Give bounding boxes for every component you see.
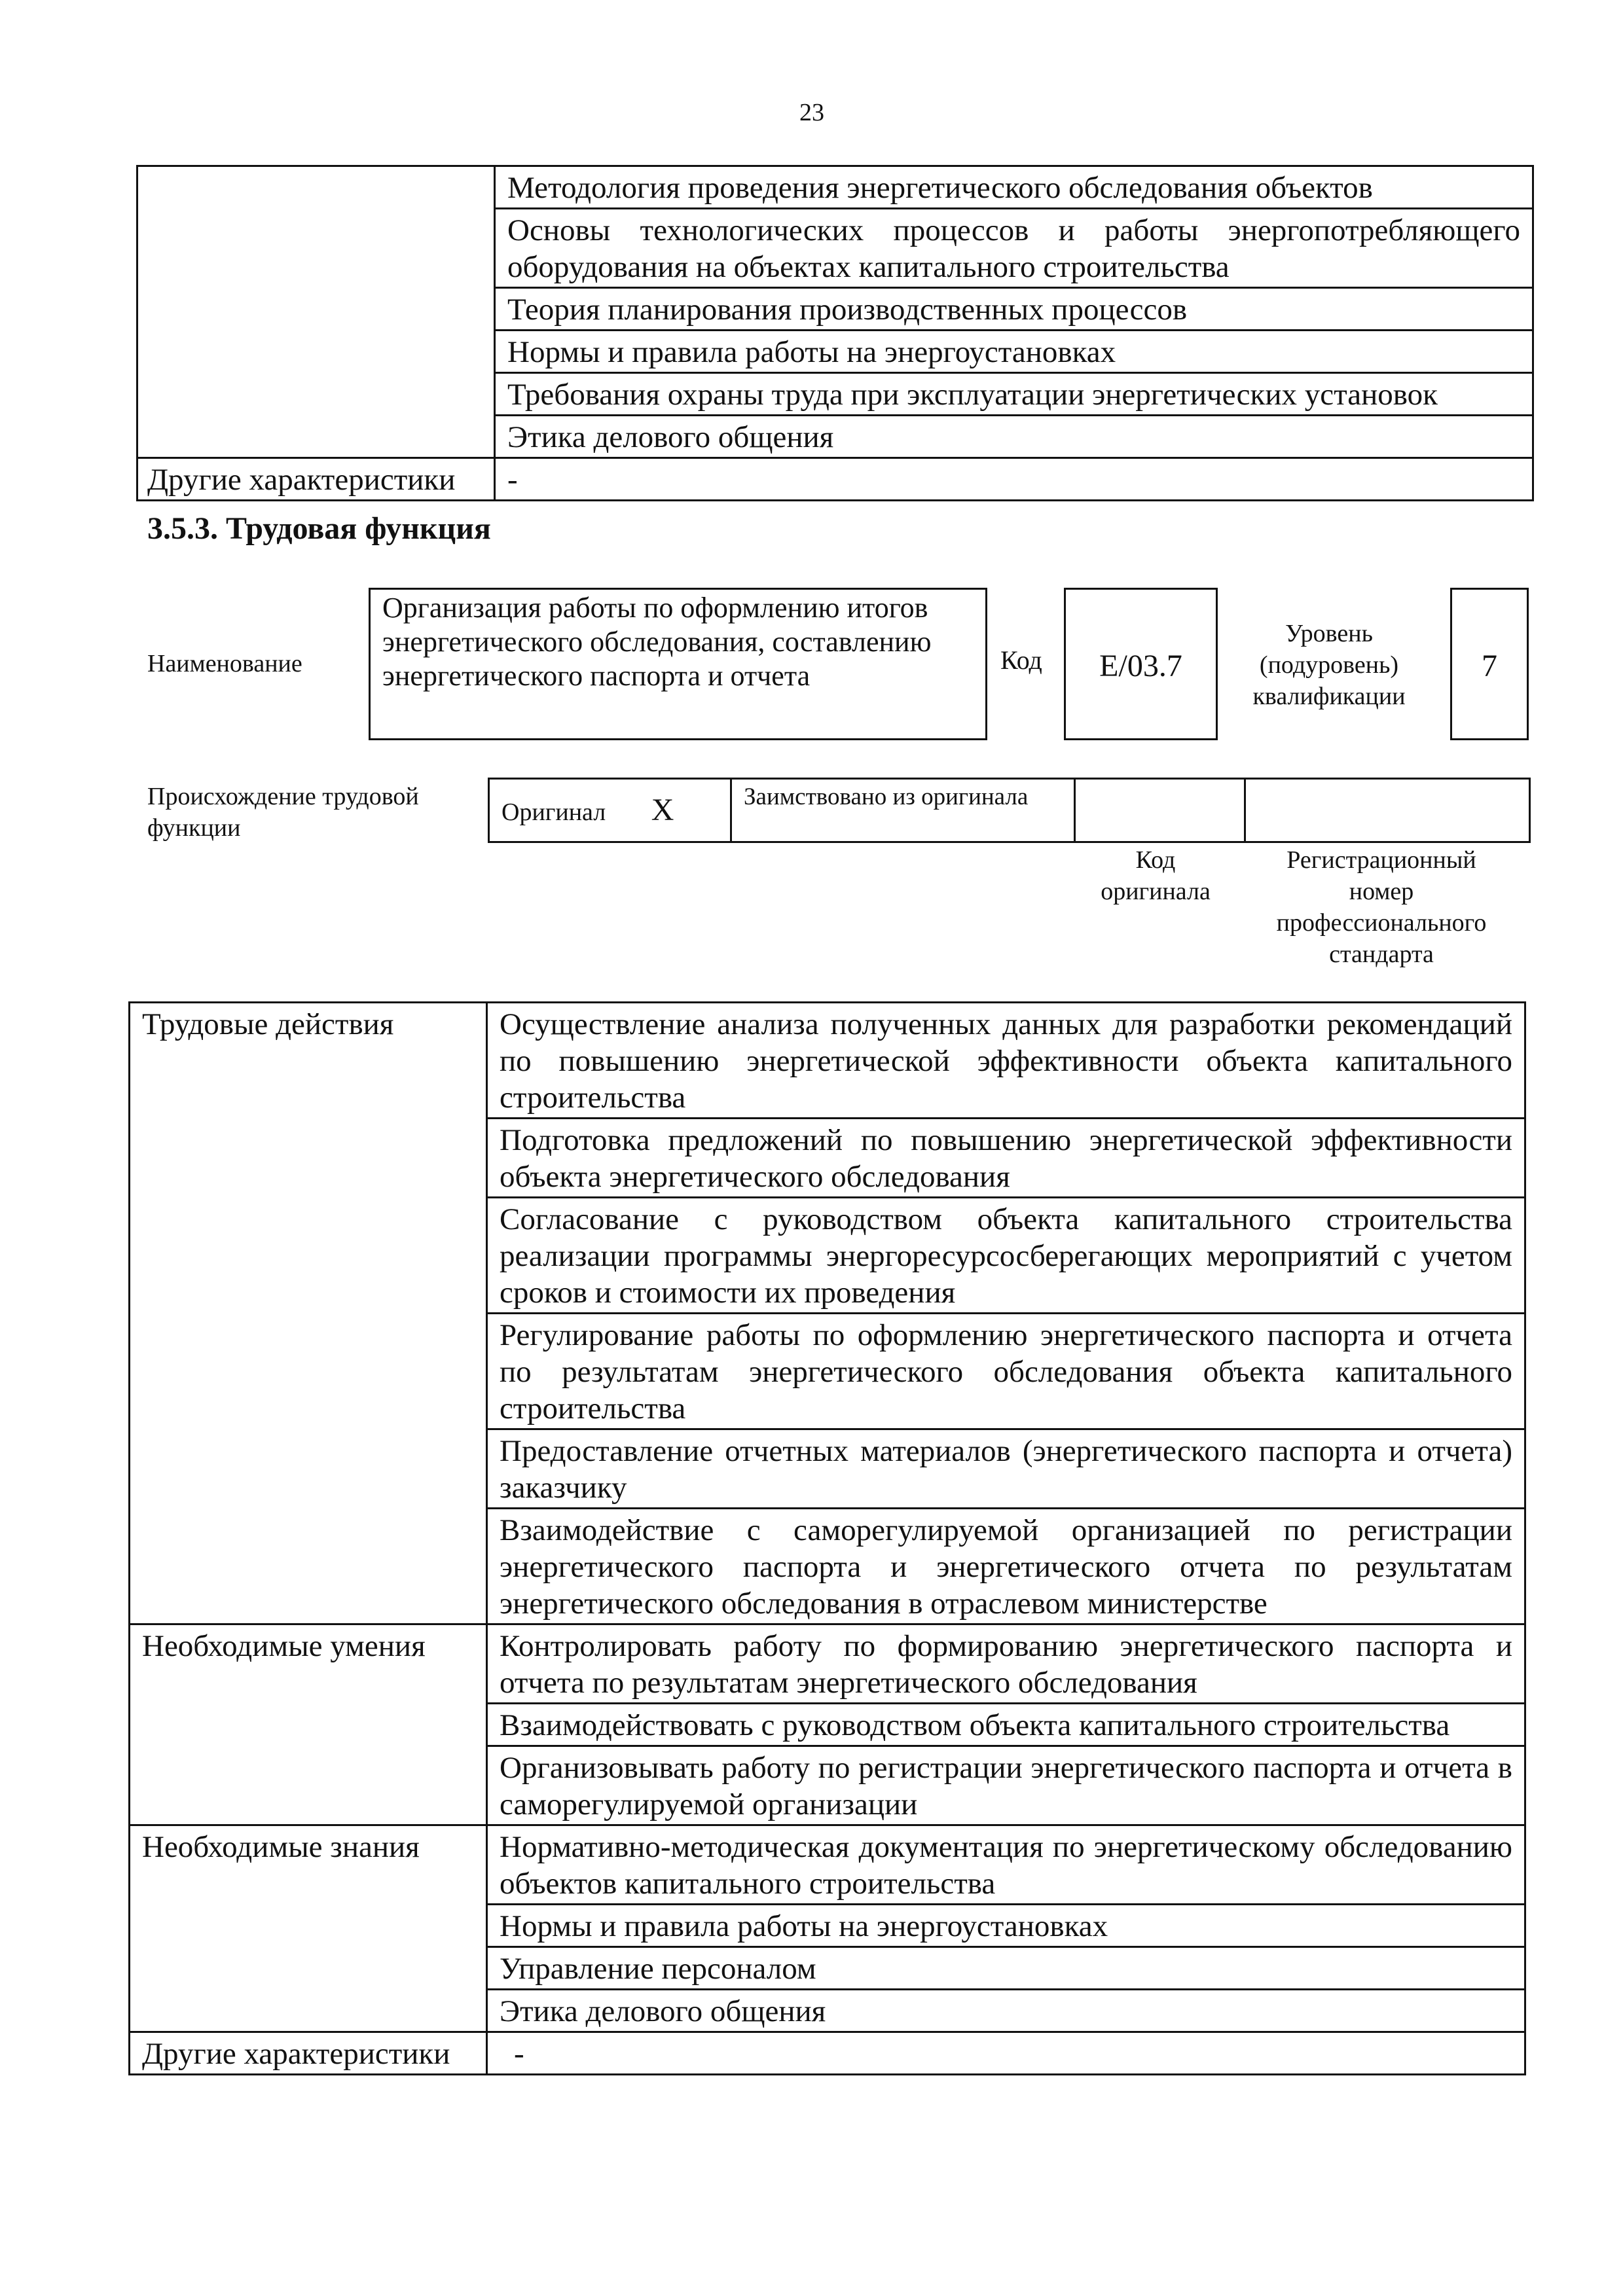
level-value-box (1450, 588, 1529, 740)
top-knowledge-item: Нормы и правила работы на энергоустановках (495, 331, 1533, 373)
top-table (136, 165, 1534, 501)
function-name: Организация работы по оформлению итогов энергетического обследования, составлению энергетического паспорта и отчета (382, 592, 932, 692)
original-label: Оригинал (501, 798, 606, 826)
top-knowledge-item: Требования охраны труда при эксплуатации энергетических установок (495, 373, 1533, 416)
code-value-box (1064, 588, 1218, 740)
name-label: Наименование (147, 650, 302, 677)
top-knowledge-item: Методология проведения энергетического обследования объектов (495, 166, 1533, 209)
top-other-label: Другие характеристики (137, 458, 495, 501)
skills-label: Необходимые умения (130, 1624, 487, 1825)
top-knowledge-item: Этика делового общения (495, 416, 1533, 458)
action-item: Согласование с руководством объекта капитального строительства реализации программы энергоресурсосберегающих мероприятий с учетом сроков и стоимости их проведения (487, 1198, 1525, 1314)
origin-code-cell (1075, 779, 1245, 842)
section-heading: 3.5.3. Трудовая функция (147, 511, 491, 546)
action-item: Регулирование работы по оформлению энергетического паспорта и отчета по результатам энергетического обследования объекта капитального строительства (487, 1314, 1525, 1429)
code-label: Код (1000, 645, 1042, 675)
knowledge-item: Нормы и правила работы на энергоустановках (487, 1905, 1525, 1947)
page-number: 23 (799, 99, 824, 126)
action-item: Взаимодействие с саморегулируемой организацией по регистрации энергетического паспорта и энергетического отчета по результатам энергетического обследования в отраслевом министерстве (487, 1509, 1525, 1624)
level-label: Уровень (подуровень) квалификации (1252, 620, 1406, 710)
origin-reg-cell (1245, 779, 1530, 842)
action-item: Предоставление отчетных материалов (энергетического паспорта и отчета) заказчику (487, 1429, 1525, 1509)
knowledge-label: Необходимые знания (130, 1825, 487, 2032)
knowledge-item: Нормативно-методическая документация по энергетическому обследованию объектов капитального строительства (487, 1825, 1525, 1905)
top-other-value: - (495, 458, 1533, 501)
main-table (128, 1001, 1526, 2075)
skill-item: Взаимодействовать с руководством объекта капитального строительства (487, 1704, 1525, 1746)
function-code: E/03.7 (1099, 649, 1182, 683)
original-mark: X (651, 792, 674, 827)
action-item: Подготовка предложений по повышению энергетической эффективности объекта энергетического обследования (487, 1119, 1525, 1198)
code-original-caption: Код оригинала (1101, 846, 1211, 905)
actions-label: Трудовые действия (130, 1003, 487, 1624)
top-table-left-empty-cell (137, 166, 495, 458)
skill-item: Организовывать работу по регистрации энергетического паспорта и отчета в саморегулируемой организации (487, 1746, 1525, 1825)
knowledge-item: Этика делового общения (487, 1990, 1525, 2032)
origin-original-cell (489, 779, 731, 842)
name-value-box (369, 588, 987, 740)
registration-number-caption: Регистрационный номер профессионального стандарта (1276, 846, 1487, 968)
skill-item: Контролировать работу по формированию энергетического паспорта и отчета по результатам энергетического обследования (487, 1624, 1525, 1704)
borrowed-label: Заимствовано из оригинала (731, 779, 1075, 842)
qualification-level: 7 (1482, 649, 1497, 683)
origin-label: Происхождение трудовой функции (147, 783, 419, 842)
main-other-label: Другие характеристики (130, 2032, 487, 2075)
action-item: Осуществление анализа полученных данных для разработки рекомендаций по повышению энергетической эффективности объекта капитального строительства (487, 1003, 1525, 1119)
main-other-value: - (487, 2032, 1525, 2075)
origin-table (488, 778, 1531, 843)
top-knowledge-item: Теория планирования производственных процессов (495, 288, 1533, 331)
top-knowledge-item: Основы технологических процессов и работы энергопотребляющего оборудования на объектах капитального строительства (495, 209, 1533, 288)
knowledge-item: Управление персоналом (487, 1947, 1525, 1990)
